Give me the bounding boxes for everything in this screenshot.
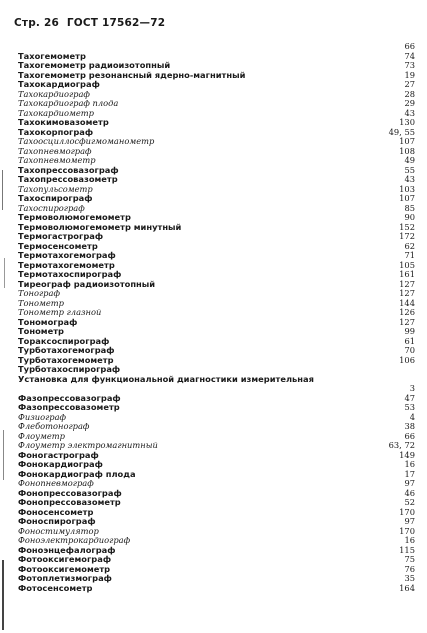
entry-term: Тахоспирограф <box>18 193 93 203</box>
entry-page: 152 <box>399 221 415 232</box>
index-entry <box>0 280 427 290</box>
entry-page: 144 <box>399 297 415 308</box>
entry-term: Тахокардиограф <box>18 88 90 99</box>
index-entry <box>0 318 427 328</box>
entry-page: 27 <box>404 79 415 89</box>
entry-page: 127 <box>399 288 415 298</box>
entry-term: Тахопневмограф <box>18 145 92 156</box>
entry-page: 105 <box>399 259 415 270</box>
entry-term: Тахокорпограф <box>18 126 94 137</box>
entry-page: 149 <box>399 449 415 460</box>
entry-page: 126 <box>399 307 415 317</box>
entry-term: Флоуметр электромагнитный <box>18 440 158 450</box>
entry-page: 52 <box>404 497 415 507</box>
entry-term: Тонометр <box>18 297 64 308</box>
entry-page: 46 <box>404 487 415 498</box>
entry-page: 161 <box>399 269 415 279</box>
index-entry <box>0 289 427 299</box>
entry-term: Фоносенсометр <box>18 506 94 517</box>
entry-page: 53 <box>404 402 415 412</box>
entry-term: Фоноэлектрокардиограф <box>18 535 131 545</box>
entry-page: 61 <box>404 335 415 346</box>
entry-term: Физиограф <box>18 411 67 422</box>
page-header <box>14 17 169 29</box>
entry-term: Фонокардиограф <box>18 459 103 469</box>
index-entry <box>0 584 427 594</box>
entry-page: 172 <box>399 231 415 241</box>
entry-page: 103 <box>399 183 415 194</box>
entry-page: 127 <box>399 316 415 327</box>
entry-page: 130 <box>399 117 415 127</box>
entry-term: Тахопневмометр <box>18 155 96 165</box>
entry-page: 35 <box>404 573 415 583</box>
entry-page: 29 <box>404 98 415 108</box>
entry-term: Тахоосциллосфигмоманометр <box>18 136 155 146</box>
entry-page: 47 <box>404 392 415 403</box>
entry-page: 107 <box>399 136 415 146</box>
entry-term: Тахогемометр резонансный ядерно-магнитный <box>18 69 246 80</box>
entry-term: Фонокардиограф плода <box>18 468 136 479</box>
entry-term: Термогастрограф <box>18 231 104 241</box>
entry-term: Фоногастрограф <box>18 449 99 460</box>
entry-term: Термотахоспирограф <box>18 269 122 279</box>
entry-term: Фонопневмограф <box>18 478 94 488</box>
entry-term: Термотахогемограф <box>18 250 116 260</box>
entry-term: Тораксоспирограф <box>18 335 110 346</box>
entry-page: 43 <box>404 107 415 118</box>
entry-page: 74 <box>404 50 415 61</box>
entry-term: Установка для функциональной диагностики измерительная <box>18 373 314 384</box>
entry-term: Термосенсометр <box>18 240 98 251</box>
entry-term: Тахогемометр радиоизотопный <box>18 60 171 70</box>
entry-term: Тахопульсометр <box>18 183 93 194</box>
entry-page: 107 <box>399 193 415 203</box>
entry-page: 63, 72 <box>388 440 415 450</box>
entry-term: Турботахогемограф <box>18 345 115 355</box>
entry-page: 28 <box>404 88 415 99</box>
entry-page: 115 <box>399 544 415 555</box>
entry-page: 4 <box>409 411 415 422</box>
entry-page: 62 <box>404 240 415 251</box>
entry-page: 99 <box>404 326 415 336</box>
entry-term: Тахокардиометр <box>18 107 94 118</box>
entry-term: Турботахогемометр <box>18 354 114 365</box>
entry-page: 170 <box>399 506 415 517</box>
entry-term: Термоволюмогемометр минутный <box>18 221 182 232</box>
entry-page: 49 <box>404 155 415 165</box>
entry-page: 90 <box>404 212 415 222</box>
entry-page: 16 <box>404 535 415 545</box>
entry-page: 75 <box>404 554 415 564</box>
entry-term: Фотоплетизмограф <box>18 573 112 583</box>
entry-term: Фонопрессовазограф <box>18 487 122 498</box>
entry-page: 66 <box>404 41 415 51</box>
entry-page: 76 <box>404 563 415 574</box>
entry-page: 97 <box>404 478 415 488</box>
entry-page: 49, 55 <box>388 126 415 137</box>
entry-page: 70 <box>404 345 415 355</box>
entry-page: 85 <box>404 202 415 213</box>
entry-term: Тахопрессовазометр <box>18 174 118 184</box>
entry-term: Фотосенсометр <box>18 582 93 593</box>
index-list <box>0 42 427 593</box>
standard-code: ГОСТ 17562—72 <box>66 17 166 29</box>
entry-page: 71 <box>404 250 415 260</box>
index-entry <box>0 375 427 394</box>
entry-page: 73 <box>404 60 415 70</box>
entry-term: Тонометр глазной <box>18 307 102 317</box>
entry-term: Тахопрессовазограф <box>18 164 119 175</box>
entry-term: Флеботонограф <box>18 421 90 431</box>
entry-page: 19 <box>404 69 415 80</box>
entry-page: 97 <box>404 516 415 526</box>
entry-term: Тономограф <box>18 316 78 327</box>
entry-page: 16 <box>404 459 415 469</box>
entry-page: 38 <box>404 421 415 431</box>
entry-term: Тахоспирограф <box>18 202 85 213</box>
entry-term: Флоуметр <box>18 430 65 441</box>
entry-term: Фотооксигемограф <box>18 554 112 564</box>
entry-page: 164 <box>399 582 415 593</box>
entry-term: Тонометр <box>18 326 64 336</box>
entry-page: 43 <box>404 174 415 184</box>
entry-term: Турботахоспирограф <box>18 364 121 374</box>
entry-page: 170 <box>399 525 415 536</box>
entry-page: 108 <box>399 145 415 156</box>
entry-term: Тахокимовазометр <box>18 117 109 127</box>
entry-page: 55 <box>404 164 415 175</box>
entry-term: Термоволюмогемометр <box>18 212 131 222</box>
entry-term: Тахокардиограф <box>18 79 100 89</box>
entry-page: 127 <box>399 278 415 289</box>
page-number: Стр. 26 <box>14 17 59 29</box>
entry-term: Тонограф <box>18 288 60 298</box>
entry-term: Тиреограф радиоизотопный <box>18 278 156 289</box>
entry-page: 17 <box>404 468 415 479</box>
entry-term: Тахогемометр <box>18 50 86 61</box>
entry-page: 66 <box>404 430 415 441</box>
entry-term: Тахокардиограф плода <box>18 98 119 108</box>
entry-term: Фазопрессовазометр <box>18 402 120 412</box>
entry-term: Фазопрессовазограф <box>18 392 121 403</box>
entry-page: 3 <box>409 383 415 393</box>
entry-term: Фоностимулятор <box>18 525 99 536</box>
entry-page: 106 <box>399 354 415 365</box>
entry-term: Фотооксигемометр <box>18 563 111 574</box>
entry-term: Термотахогемометр <box>18 259 115 270</box>
entry-term: Фоноспирограф <box>18 516 96 526</box>
entry-term: Фонопрессовазометр <box>18 497 121 507</box>
entry-term: Фоноэнцефалограф <box>18 544 116 555</box>
